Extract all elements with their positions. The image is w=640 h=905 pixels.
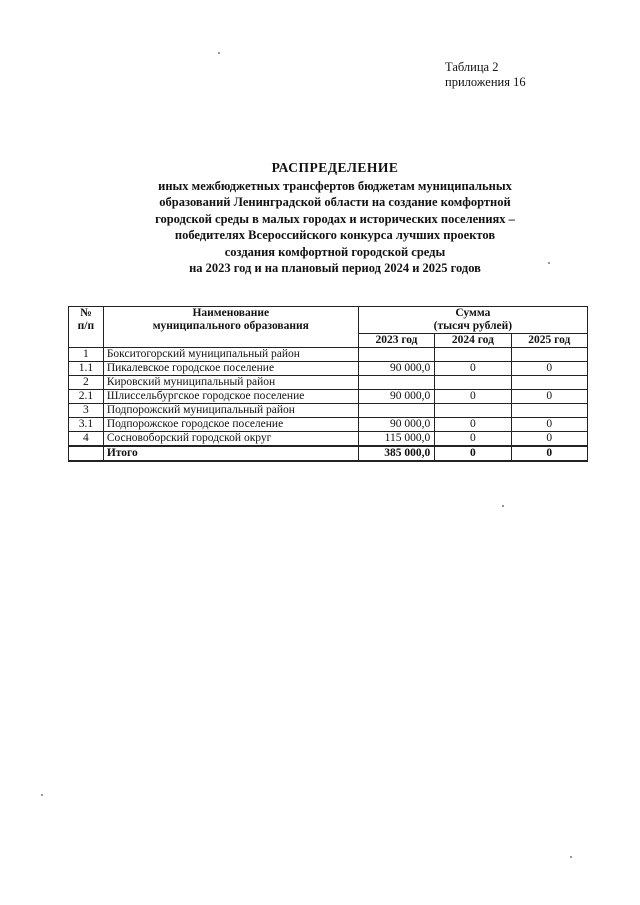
row-sum-2024: 0 xyxy=(435,432,511,447)
total-number-cell xyxy=(69,446,104,461)
scan-speck xyxy=(218,52,220,54)
row-name: Подпорожский муниципальный район xyxy=(103,404,358,418)
row-number: 3 xyxy=(69,404,104,418)
title-line: образований Ленинградской области на создание комфортной xyxy=(159,195,511,209)
table-row xyxy=(69,432,588,447)
header-sum-line1: Сумма xyxy=(455,307,491,319)
title-line: на 2023 год и на плановый период 2024 и 2025 годов xyxy=(189,261,481,275)
row-sum-2023 xyxy=(358,376,434,390)
header-number xyxy=(69,307,104,348)
row-sum-2023: 90 000,0 xyxy=(358,390,434,404)
row-sum-2024: 0 xyxy=(435,390,511,404)
scan-speck xyxy=(41,794,43,796)
title-line: городской среды в малых городах и исторических поселениях – xyxy=(155,211,515,226)
row-name: Сосновоборский городской округ xyxy=(103,432,358,447)
header-year-2024: 2024 год xyxy=(435,334,511,348)
table-total-row xyxy=(69,446,588,461)
row-sum-2023 xyxy=(358,404,434,418)
row-name: Подпорожское городское поселение xyxy=(103,418,358,432)
row-name: Пикалевское городское поселение xyxy=(103,362,358,376)
row-sum-2025 xyxy=(511,376,587,390)
row-sum-2025: 0 xyxy=(511,362,587,376)
row-name: Кировский муниципальный район xyxy=(103,376,358,390)
row-number: 2 xyxy=(69,376,104,390)
header-name-line2: муниципального образования xyxy=(152,320,309,332)
distribution-table xyxy=(68,306,588,462)
row-number: 3.1 xyxy=(69,418,104,432)
title-line: победителях Всероссийского конкурса лучших проектов xyxy=(174,228,496,242)
table-header-row xyxy=(69,307,588,334)
total-label: Итого xyxy=(103,446,358,461)
header-year-2025: 2025 год xyxy=(511,334,587,348)
header-number-abbr: п/п xyxy=(77,320,95,332)
row-sum-2024 xyxy=(435,404,511,418)
row-sum-2025: 0 xyxy=(511,418,587,432)
header-name-line1: Наименование xyxy=(192,307,270,319)
row-number: 1.1 xyxy=(69,362,104,376)
row-sum-2025: 0 xyxy=(511,390,587,404)
header-number-symbol: № xyxy=(80,307,92,319)
table-row xyxy=(69,418,588,432)
header-year-2023: 2023 год xyxy=(358,334,434,348)
row-number: 4 xyxy=(69,432,104,447)
row-sum-2024 xyxy=(435,348,511,362)
total-sum-2025: 0 xyxy=(511,446,587,461)
table-row xyxy=(69,376,588,390)
row-sum-2025: 0 xyxy=(511,432,587,447)
title-line: создания комфортной городской среды xyxy=(224,244,446,259)
row-number: 2.1 xyxy=(69,390,104,404)
annex-appendix-number: приложения 16 xyxy=(445,75,526,89)
scan-speck xyxy=(570,856,572,858)
scan-speck xyxy=(548,262,550,264)
row-sum-2023: 90 000,0 xyxy=(358,418,434,432)
title-line: иных межбюджетных трансфертов бюджетам муниципальных xyxy=(158,178,512,193)
total-sum-2024: 0 xyxy=(435,446,511,461)
row-name: Шлиссельбургское городское поселение xyxy=(103,390,358,404)
annex-reference xyxy=(445,60,526,90)
annex-table-number: Таблица 2 xyxy=(445,60,499,74)
row-sum-2025 xyxy=(511,348,587,362)
row-name: Бокситогорский муниципальный район xyxy=(103,348,358,362)
document-title xyxy=(120,160,550,277)
row-sum-2023: 115 000,0 xyxy=(358,432,434,447)
row-sum-2023: 90 000,0 xyxy=(358,362,434,376)
row-sum-2024: 0 xyxy=(435,362,511,376)
row-number: 1 xyxy=(69,348,104,362)
header-name xyxy=(103,307,358,348)
row-sum-2023 xyxy=(358,348,434,362)
row-sum-2024: 0 xyxy=(435,418,511,432)
header-sum-line2: (тысяч рублей) xyxy=(433,320,513,332)
header-sum xyxy=(358,307,587,334)
total-sum-2023: 385 000,0 xyxy=(358,446,434,461)
row-sum-2025 xyxy=(511,404,587,418)
scan-speck xyxy=(502,505,504,507)
table-row xyxy=(69,362,588,376)
table-row xyxy=(69,348,588,362)
row-sum-2024 xyxy=(435,376,511,390)
table-row xyxy=(69,404,588,418)
title-heading: РАСПРЕДЕЛЕНИЕ xyxy=(271,160,399,175)
table-row xyxy=(69,390,588,404)
